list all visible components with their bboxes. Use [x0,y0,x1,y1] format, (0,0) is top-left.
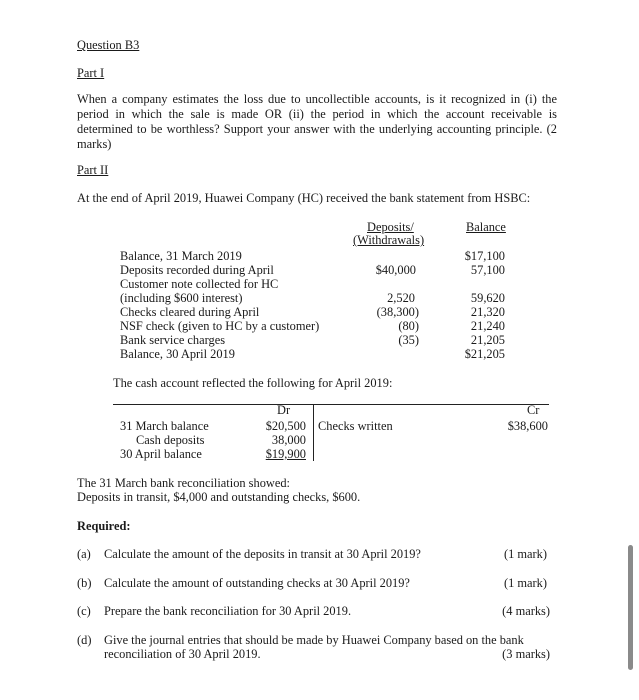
question-letter: (a) [77,547,91,561]
question-letter: (b) [77,576,92,590]
t-account-credit-label: Checks written [318,419,393,433]
t-account-credit-amount: $38,600 [507,419,548,433]
statement-row-label: NSF check (given to HC by a customer) [120,319,320,333]
question-letter: (d) [77,633,92,647]
statement-row-label: Balance, 30 April 2019 [120,347,235,361]
part1-heading: Part I [77,66,105,80]
question-text: Calculate the amount of the deposits in transit at 30 April 2019? [104,547,421,561]
part2-intro: At the end of April 2019, Huawei Company (HC) received the bank statement from HSBC: [77,191,531,205]
part2-heading: Part II [77,163,109,177]
statement-row-balance: 57,100 [470,263,505,277]
required-label: Required: [77,519,131,533]
statement-row-balance: 59,620 [470,291,505,305]
statement-row-balance: 21,320 [470,305,505,319]
statement-row-amount: $40,000 [375,263,416,277]
statement-row-label: (including $600 interest) [120,291,243,305]
t-account-top-line [113,404,549,405]
question-text: Calculate the amount of outstanding checks at 30 April 2019? [104,576,410,590]
t-account-dr: Dr [277,403,291,417]
t-account-cr: Cr [527,403,540,417]
question-text: Prepare the bank reconciliation for 30 April 2019. [104,604,352,618]
question-text: Give the journal entries that should be made by Huawei Company based on the bank [104,633,524,647]
vertical-scrollbar[interactable] [628,545,633,670]
deposits-header-line2: (Withdrawals) [353,233,425,247]
statement-row-balance: 21,240 [470,319,505,333]
reconciliation-line2: Deposits in transit, $4,000 and outstanding checks, $600. [77,490,361,504]
t-account-debit-amount: $20,500 [265,419,306,433]
t-account-debit-amount: $19,900 [265,447,306,461]
statement-row-balance: $21,205 [464,347,505,361]
t-account-debit-label: 30 April balance [120,447,202,461]
cash-account-intro: The cash account reflected the following for April 2019: [113,376,393,390]
statement-row-amount: (35) [398,333,419,347]
question-text-continued: reconciliation of 30 April 2019. [104,647,261,661]
statement-row-balance: $17,100 [464,249,505,263]
question-marks: (1 mark) [503,547,547,561]
statement-row-amount: (80) [398,319,419,333]
question-marks: (1 mark) [503,576,547,590]
t-account-divider [313,405,314,461]
deposits-header-line1: Deposits/ [367,220,414,234]
question-letter: (c) [77,604,91,618]
part1-text: When a company estimates the loss due to uncollectible accounts, is it recognized in (i) the period in which the sale is made OR (ii) the period in which the account receivable is determined to be worthless? Support your answer with the underlying accounting principle. (2 marks) [77,92,557,151]
statement-row-balance: 21,205 [470,333,505,347]
statement-row-label: Checks cleared during April [120,305,260,319]
statement-row-label: Bank service charges [120,333,226,347]
t-account-debit-label: 31 March balance [120,419,209,433]
reconciliation-line1: The 31 March bank reconciliation showed: [77,476,290,490]
question-title: Question B3 [77,38,140,52]
t-account-debit-label: Cash deposits [136,433,205,447]
question-marks: (3 marks) [502,647,550,661]
statement-row-label: Balance, 31 March 2019 [120,249,242,263]
statement-row-amount: 2,520 [387,291,415,305]
t-account-debit-amount: 38,000 [271,433,306,447]
question-marks: (4 marks) [502,604,550,618]
balance-header: Balance [466,220,506,234]
statement-row-label: Customer note collected for HC [120,277,279,291]
statement-row-amount: (38,300) [376,305,419,319]
statement-row-label: Deposits recorded during April [120,263,274,277]
